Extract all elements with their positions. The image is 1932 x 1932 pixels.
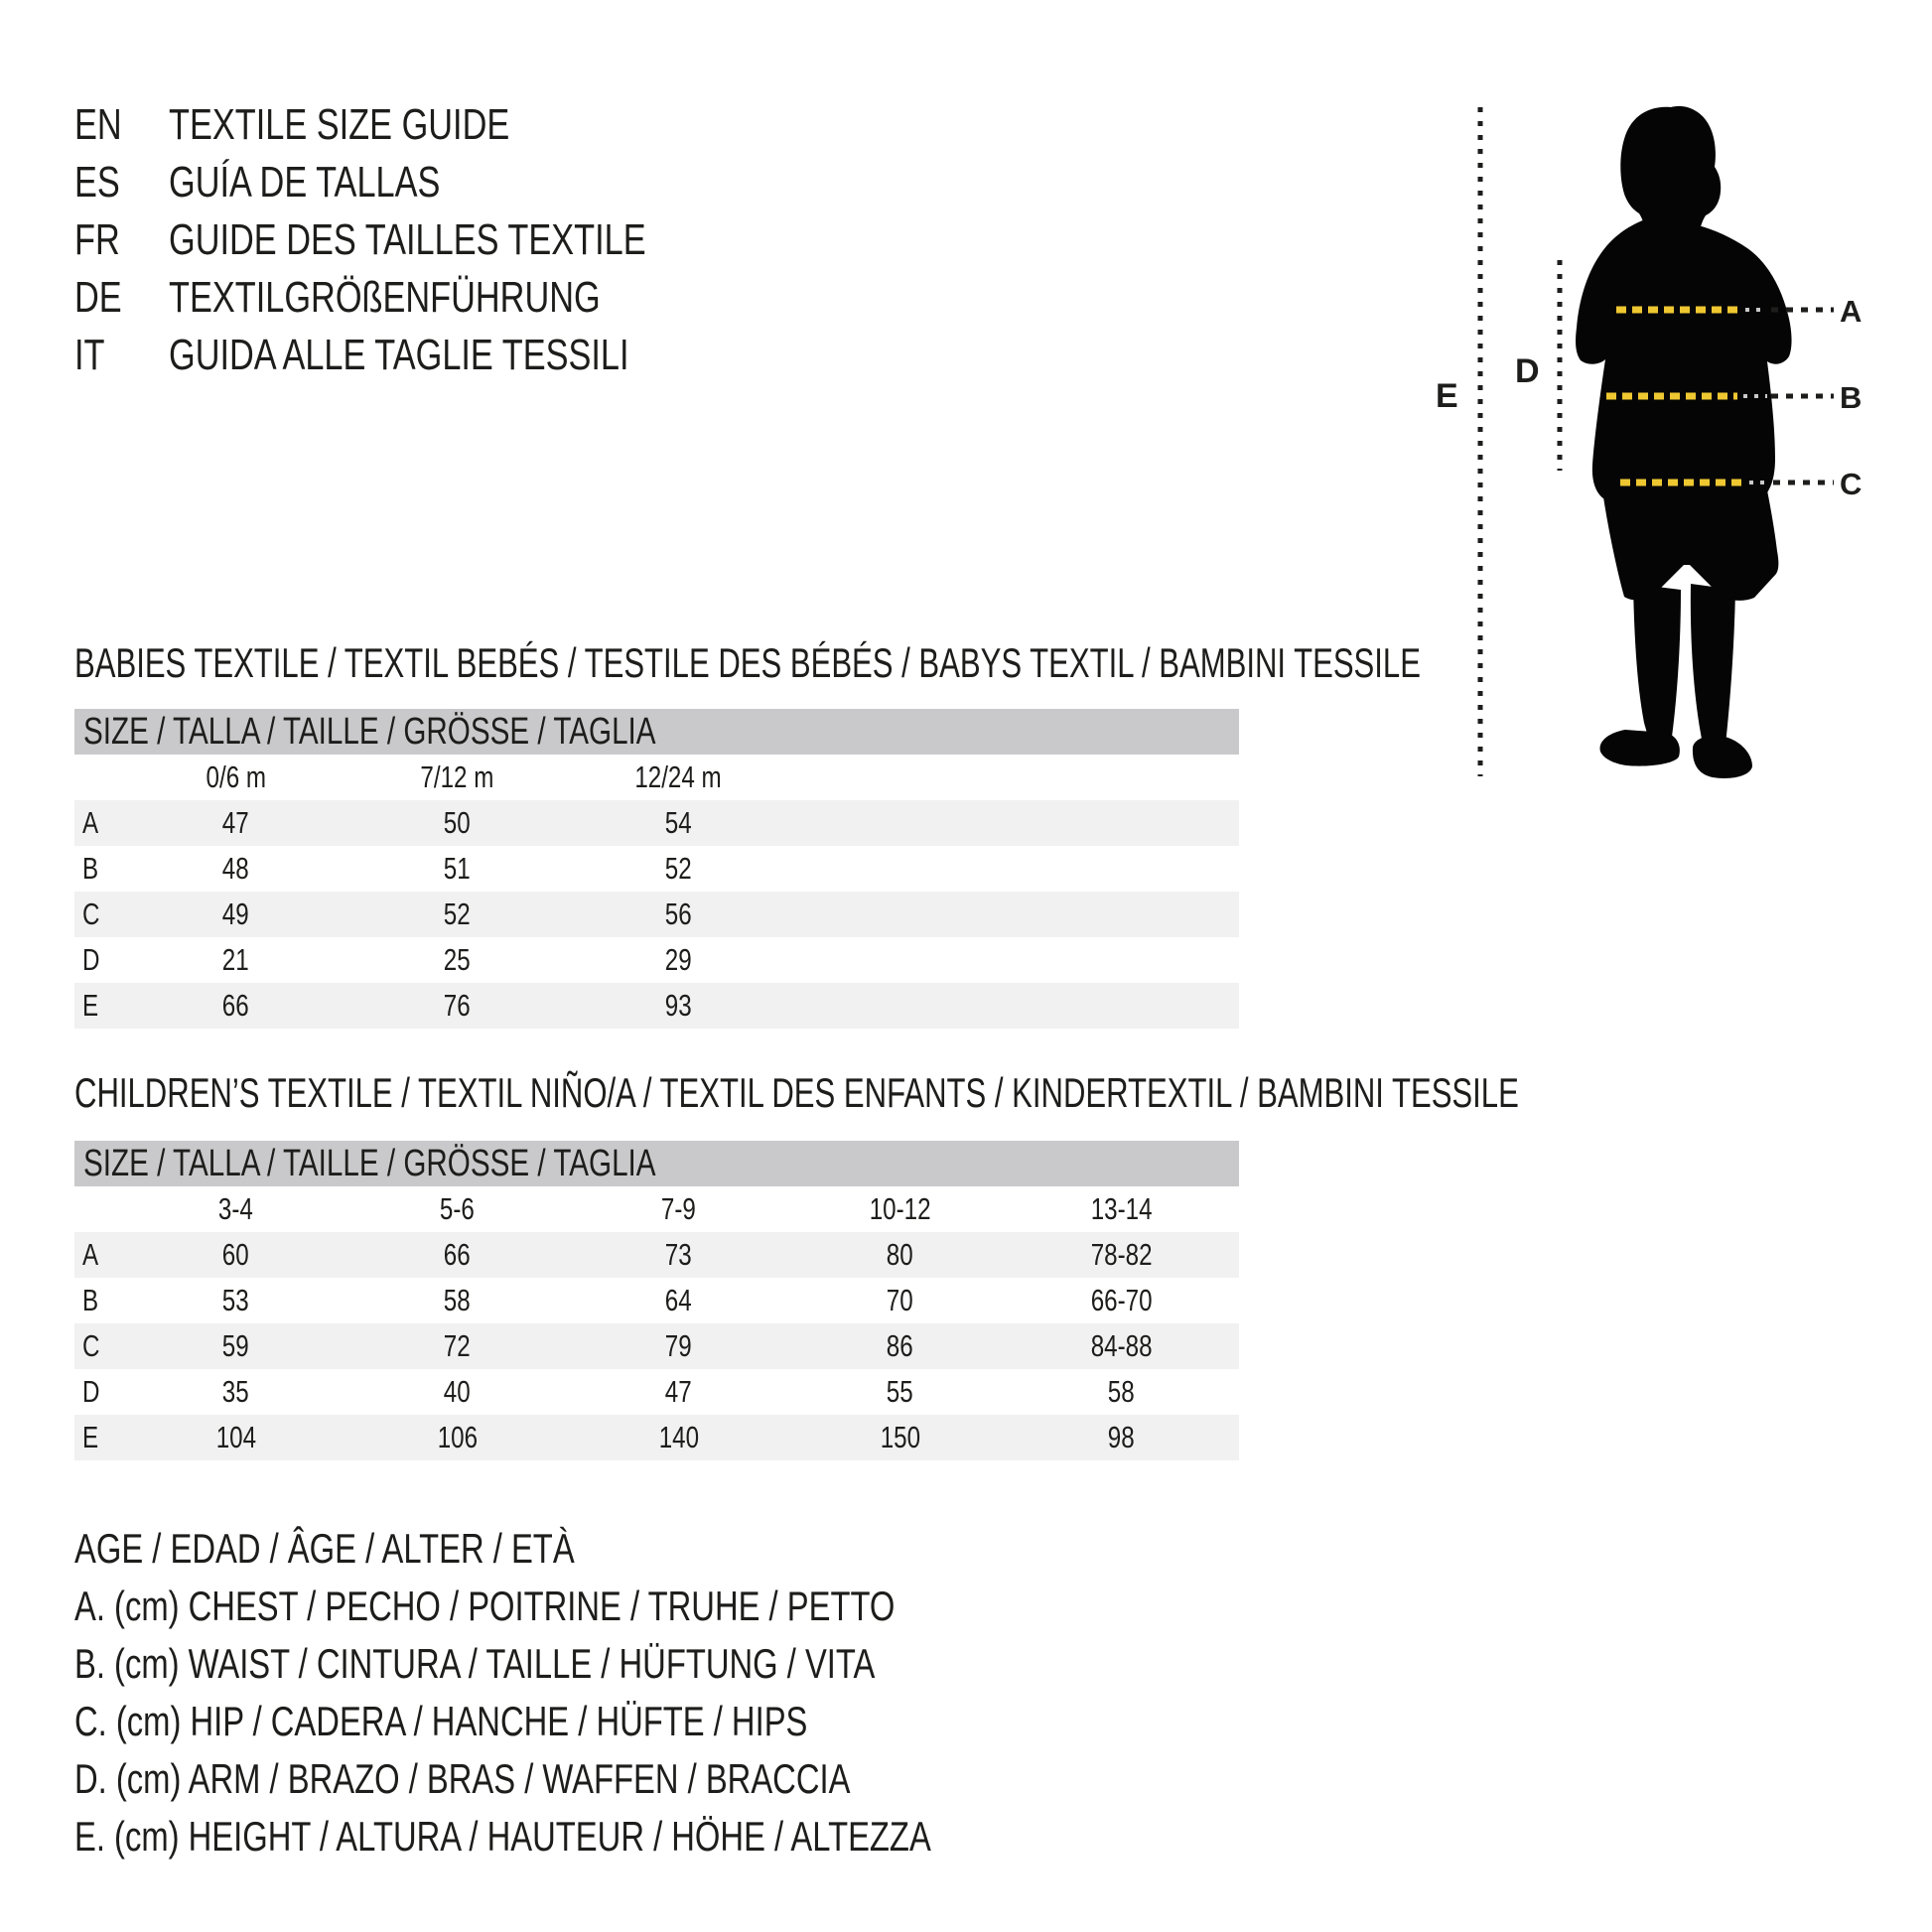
cell-c-2 xyxy=(568,1328,789,1364)
cell-a-3 xyxy=(789,1237,1011,1273)
cell-a-0-text: 47 xyxy=(222,805,249,840)
cell-d-2-text: 29 xyxy=(665,942,692,977)
cell-b-2 xyxy=(568,1283,789,1318)
size-header-text: SIZE / TALLA / TAILLE / GRÖSSE / TAGLIA xyxy=(83,1142,656,1184)
row-label-b xyxy=(74,851,125,887)
cell-c-2-text: 56 xyxy=(665,897,692,931)
legend-row-hip xyxy=(74,1693,1173,1750)
legend-row-height xyxy=(74,1808,1173,1865)
table-row-d xyxy=(74,937,1239,983)
column-header-2-text: 7-9 xyxy=(661,1191,696,1226)
cell-c-0 xyxy=(125,897,346,932)
row-label-e xyxy=(74,1420,125,1455)
row-label-b-text: B xyxy=(82,1283,99,1317)
table-row-b xyxy=(74,846,1239,892)
cell-d-0 xyxy=(125,942,346,978)
cell-c-3 xyxy=(789,1328,1011,1364)
row-label-e-text: E xyxy=(82,1420,99,1454)
cell-c-2-text: 79 xyxy=(665,1328,692,1363)
column-header-2 xyxy=(568,1191,789,1227)
cell-a-2-text: 73 xyxy=(665,1237,692,1272)
cell-e-0 xyxy=(125,988,346,1024)
cell-a-3-text: 80 xyxy=(887,1237,913,1272)
children-size-table xyxy=(74,1141,1239,1460)
row-label-c xyxy=(74,897,125,932)
cell-a-0 xyxy=(125,1237,346,1273)
cell-d-3 xyxy=(789,1374,1011,1410)
cell-e-1-text: 106 xyxy=(437,1420,478,1454)
cell-a-2 xyxy=(568,805,789,841)
cell-b-0-text: 48 xyxy=(222,851,249,886)
row-label-c-text: C xyxy=(82,897,100,931)
cell-b-1 xyxy=(346,1283,568,1318)
cell-a-0 xyxy=(125,805,346,841)
cell-e-2-text: 93 xyxy=(665,988,692,1023)
babies-size-table xyxy=(74,709,1239,1029)
column-header-1 xyxy=(346,759,568,795)
row-label-e xyxy=(74,988,125,1024)
cell-b-4 xyxy=(1011,1283,1232,1318)
cell-d-0 xyxy=(125,1374,346,1410)
column-header-2 xyxy=(568,759,789,795)
lang-code-de: DE xyxy=(74,273,122,322)
cell-e-4-text: 98 xyxy=(1108,1420,1135,1454)
column-header-1 xyxy=(346,1191,568,1227)
column-header-1-text: 5-6 xyxy=(440,1191,475,1226)
lang-title-de: TEXTILGRÖßENFÜHRUNG xyxy=(169,273,601,322)
cell-c-2 xyxy=(568,897,789,932)
table-row-a xyxy=(74,800,1239,846)
figure-label-d: D xyxy=(1515,352,1540,390)
table-row-c xyxy=(74,892,1239,937)
children-section-title-text: CHILDREN’S TEXTILE / TEXTIL NIÑO/A / TEXTIL DES ENFANTS / KINDERTEXTIL / BAMBINI TESSILE xyxy=(74,1069,1519,1116)
cell-b-2-text: 64 xyxy=(665,1283,692,1317)
cell-c-4-text: 84-88 xyxy=(1090,1328,1153,1363)
cell-d-4-text: 58 xyxy=(1108,1374,1135,1409)
row-label-d xyxy=(74,942,125,978)
table-row-d xyxy=(74,1369,1239,1415)
column-header-0 xyxy=(125,759,346,795)
figure-label-c: C xyxy=(1840,467,1863,501)
row-label-b xyxy=(74,1283,125,1318)
cell-b-3-text: 70 xyxy=(887,1283,913,1317)
table-row-a xyxy=(74,1232,1239,1278)
cell-b-3 xyxy=(789,1283,1011,1318)
cell-a-1-text: 50 xyxy=(444,805,471,840)
figure-label-b: B xyxy=(1840,380,1863,415)
legend-height-text: E. (cm) HEIGHT / ALTURA / HAUTEUR / HÖHE / ALTEZZA xyxy=(74,1813,931,1860)
lang-title-es: GUÍA DE TALLAS xyxy=(169,158,441,207)
lang-title-fr: GUIDE DES TAILLES TEXTILE xyxy=(169,215,646,264)
cell-a-4-text: 78-82 xyxy=(1090,1237,1153,1272)
legend-arm-text: D. (cm) ARM / BRAZO / BRAS / WAFFEN / BRACCIA xyxy=(74,1755,851,1802)
column-header-row xyxy=(74,755,1239,800)
row-label-a xyxy=(74,805,125,841)
cell-c-1-text: 52 xyxy=(444,897,471,931)
cell-b-1-text: 58 xyxy=(444,1283,471,1317)
cell-b-0 xyxy=(125,1283,346,1318)
column-header-4 xyxy=(1011,1191,1232,1227)
lang-code-fr: FR xyxy=(74,215,120,264)
cell-c-0-text: 59 xyxy=(222,1328,249,1363)
legend-chest-text: A. (cm) CHEST / PECHO / POITRINE / TRUHE / PETTO xyxy=(74,1583,896,1629)
cell-b-2 xyxy=(568,851,789,887)
cell-b-4-text: 66-70 xyxy=(1090,1283,1153,1317)
column-header-2-text: 12/24 m xyxy=(634,759,723,794)
column-header-0-text: 3-4 xyxy=(218,1191,253,1226)
cell-c-0-text: 49 xyxy=(222,897,249,931)
legend-row-waist xyxy=(74,1635,1173,1693)
table-row-e xyxy=(74,983,1239,1029)
legend-waist-text: B. (cm) WAIST / CINTURA / TAILLE / HÜFTUNG / VITA xyxy=(74,1640,876,1687)
row-label-a-text: A xyxy=(82,1237,99,1272)
row-label-d-text: D xyxy=(82,1374,100,1409)
cell-e-1 xyxy=(346,1420,568,1455)
lang-title-en: TEXTILE SIZE GUIDE xyxy=(169,100,510,149)
column-header-row xyxy=(74,1186,1239,1232)
row-label-c xyxy=(74,1328,125,1364)
row-label-a xyxy=(74,1237,125,1273)
cell-d-3-text: 55 xyxy=(887,1374,913,1409)
cell-a-2 xyxy=(568,1237,789,1273)
column-header-3-text: 10-12 xyxy=(869,1191,931,1226)
lang-title-it: GUIDA ALLE TAGLIE TESSILI xyxy=(169,331,629,379)
corner-cell xyxy=(74,1191,125,1227)
cell-a-1-text: 66 xyxy=(444,1237,471,1272)
cell-d-0-text: 21 xyxy=(222,942,249,977)
cell-c-1 xyxy=(346,897,568,932)
legend-row-chest xyxy=(74,1578,1173,1635)
cell-a-1 xyxy=(346,805,568,841)
babies-section-title-text: BABIES TEXTILE / TEXTIL BEBÉS / TESTILE DES BÉBÉS / BABYS TEXTIL / BAMBINI TESSILE xyxy=(74,639,1421,686)
cell-c-0 xyxy=(125,1328,346,1364)
column-header-4-text: 13-14 xyxy=(1090,1191,1153,1226)
row-label-c-text: C xyxy=(82,1328,100,1363)
column-header-0-text: 0/6 m xyxy=(206,759,266,794)
table-row-c xyxy=(74,1323,1239,1369)
size-header-bar xyxy=(74,1141,1239,1186)
lang-code-en: EN xyxy=(74,100,122,149)
cell-d-2 xyxy=(568,942,789,978)
row-label-d-text: D xyxy=(82,942,100,977)
cell-d-0-text: 35 xyxy=(222,1374,249,1409)
children-section-title xyxy=(74,1071,1932,1115)
cell-e-3 xyxy=(789,1420,1011,1455)
legend-row-arm xyxy=(74,1750,1173,1808)
cell-d-1-text: 25 xyxy=(444,942,471,977)
row-label-d xyxy=(74,1374,125,1410)
cell-c-1-text: 72 xyxy=(444,1328,471,1363)
measurement-legend xyxy=(74,1520,1173,1865)
cell-e-2 xyxy=(568,988,789,1024)
table-row-e xyxy=(74,1415,1239,1460)
figure-label-e: E xyxy=(1436,377,1458,415)
cell-c-3-text: 86 xyxy=(887,1328,913,1363)
cell-e-2 xyxy=(568,1420,789,1455)
cell-e-2-text: 140 xyxy=(658,1420,699,1454)
cell-d-2 xyxy=(568,1374,789,1410)
cell-c-1 xyxy=(346,1328,568,1364)
cell-a-4 xyxy=(1011,1237,1232,1273)
cell-b-1-text: 51 xyxy=(444,851,471,886)
cell-e-0-text: 104 xyxy=(215,1420,256,1454)
cell-e-1 xyxy=(346,988,568,1024)
row-label-a-text: A xyxy=(82,805,99,840)
silhouette-shorts xyxy=(1602,490,1778,601)
cell-e-1-text: 76 xyxy=(444,988,471,1023)
cell-b-0 xyxy=(125,851,346,887)
legend-age-text: AGE / EDAD / ÂGE / ALTER / ETÀ xyxy=(74,1525,575,1572)
cell-e-3-text: 150 xyxy=(880,1420,920,1454)
row-label-e-text: E xyxy=(82,988,99,1023)
cell-d-1 xyxy=(346,942,568,978)
cell-d-1-text: 40 xyxy=(444,1374,471,1409)
column-header-0 xyxy=(125,1191,346,1227)
size-header-text: SIZE / TALLA / TAILLE / GRÖSSE / TAGLIA xyxy=(83,710,656,753)
corner-cell xyxy=(74,759,125,795)
figure-label-a: A xyxy=(1840,294,1863,329)
cell-e-0-text: 66 xyxy=(222,988,249,1023)
silhouette-torso xyxy=(1576,217,1792,498)
cell-b-1 xyxy=(346,851,568,887)
cell-a-2-text: 54 xyxy=(665,805,692,840)
lang-code-es: ES xyxy=(74,158,120,207)
column-header-1-text: 7/12 m xyxy=(420,759,494,794)
cell-d-4 xyxy=(1011,1374,1232,1410)
lang-code-it: IT xyxy=(74,331,105,379)
column-header-3 xyxy=(789,1191,1011,1227)
cell-a-0-text: 60 xyxy=(222,1237,249,1272)
cell-e-4 xyxy=(1011,1420,1232,1455)
silhouette-right-shoe xyxy=(1693,736,1752,778)
legend-row-age xyxy=(74,1520,1173,1578)
silhouette-left-shoe xyxy=(1600,730,1680,766)
cell-e-0 xyxy=(125,1420,346,1455)
cell-a-1 xyxy=(346,1237,568,1273)
table-row-b xyxy=(74,1278,1239,1323)
cell-d-2-text: 47 xyxy=(665,1374,692,1409)
cell-b-2-text: 52 xyxy=(665,851,692,886)
legend-hip-text: C. (cm) HIP / CADERA / HANCHE / HÜFTE / HIPS xyxy=(74,1698,808,1744)
row-label-b-text: B xyxy=(82,851,99,886)
size-header-bar xyxy=(74,709,1239,755)
cell-c-4 xyxy=(1011,1328,1232,1364)
babies-section-title xyxy=(74,641,1893,685)
cell-d-1 xyxy=(346,1374,568,1410)
cell-b-0-text: 53 xyxy=(222,1283,249,1317)
